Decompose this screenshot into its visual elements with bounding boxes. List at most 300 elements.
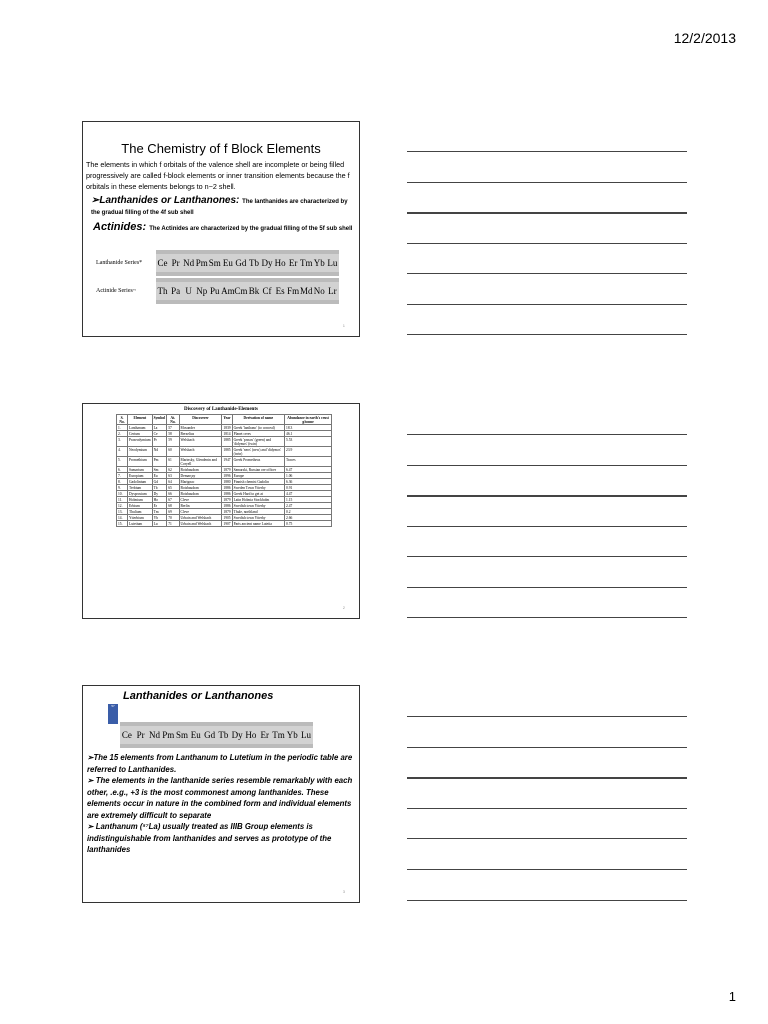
table-cell: 62	[167, 467, 179, 473]
note-line	[407, 900, 687, 901]
table-cell: Marinsky, Glendenin and Coryell	[179, 457, 222, 467]
lanthanides-bullet	[91, 195, 355, 217]
actinides-bullet	[93, 221, 355, 233]
table-cell: Ce	[152, 431, 167, 437]
atomic-mass-band	[208, 300, 221, 304]
atomic-number-band	[261, 278, 274, 282]
table-cell: Finnish chemist Gadolin	[232, 479, 284, 485]
element-symbol: Lu	[327, 257, 338, 268]
element-cell	[287, 278, 300, 304]
table-cell: 67	[167, 497, 179, 503]
note-line	[407, 465, 687, 466]
lanthanides-text: The lanthanides are characterized by the gradual filling of the 4f sub shell	[91, 199, 348, 216]
slide-1-intro: The elements in which f orbitals of the valence shell are incomplete or being filled progressively are called f-block elements or inner transition elements because the f orbitals in these elements belongs to n−2 shell.	[86, 160, 350, 191]
table-cell: 1907	[223, 521, 231, 526]
element-cell	[221, 278, 234, 304]
atomic-number-band	[247, 250, 260, 254]
atomic-mass-band	[274, 272, 287, 276]
atomic-mass-band	[221, 272, 234, 276]
element-cell	[261, 250, 274, 276]
atomic-mass-band	[182, 300, 195, 304]
atomic-mass-band	[156, 272, 169, 276]
element-symbol: Tb	[218, 729, 229, 740]
discovery-table	[116, 414, 332, 527]
table-cell: 3.	[117, 437, 128, 447]
atomic-number-band	[156, 278, 169, 282]
note-line	[407, 526, 687, 527]
table-cell: Ytterbium	[128, 515, 153, 521]
atomic-number-band	[234, 278, 247, 282]
table-header-cell: Discoverer	[179, 415, 222, 425]
element-symbol: Yb	[286, 729, 298, 740]
table-cell: Erbium	[128, 503, 153, 509]
table-cell: 1885	[222, 437, 232, 447]
table-header-cell: Symbol	[152, 415, 167, 425]
atomic-mass-band	[244, 744, 258, 748]
note-line	[407, 182, 687, 183]
atomic-number-band	[175, 722, 189, 726]
note-line	[407, 304, 687, 305]
table-cell: Holmium	[128, 497, 153, 503]
atomic-mass-band	[208, 272, 221, 276]
actinide-series-label: Actinide Series~	[96, 288, 137, 294]
element-symbol: Pa	[171, 285, 181, 296]
table-cell: Swedish town Ytterby	[232, 503, 284, 509]
atomic-mass-band	[195, 272, 208, 276]
lanthanide-strip-slide-3	[120, 722, 313, 748]
table-cell: 15.	[117, 521, 128, 527]
element-symbol: Tb	[248, 257, 259, 268]
table-cell: 1947	[222, 457, 232, 467]
lanthanide-series-label: Lanthanide Series*	[96, 260, 143, 266]
note-line	[407, 273, 687, 274]
table-cell: Gd	[152, 479, 167, 485]
atomic-number-band	[182, 278, 195, 282]
table-cell: Berzelius	[179, 431, 222, 437]
table-cell: 1.	[117, 425, 128, 431]
element-symbol: Pr	[171, 257, 180, 268]
table-cell: 1879	[223, 497, 231, 502]
atomic-number-band	[313, 278, 326, 282]
element-symbol: Lu	[301, 729, 312, 740]
element-symbol: Er	[288, 257, 298, 268]
table-cell: Neodymium	[128, 447, 153, 457]
element-symbol: Pu	[210, 285, 220, 296]
table-cell: Samarski, Russian ore officer	[232, 467, 284, 473]
table-cell: Cleve	[179, 497, 222, 503]
atomic-number-band	[299, 722, 313, 726]
atomic-mass-band	[272, 744, 286, 748]
element-cell	[326, 278, 339, 304]
table-cell: 61	[167, 457, 179, 467]
table-cell: Europe	[232, 473, 284, 479]
element-cell	[203, 722, 217, 748]
atomic-mass-band	[156, 300, 169, 304]
atomic-mass-band	[175, 744, 189, 748]
element-cell	[161, 722, 175, 748]
lanthanide-strip	[156, 250, 339, 276]
table-cell: Praseodymium	[128, 437, 153, 447]
slide-3-body	[87, 752, 353, 856]
slide-3-number: 3	[342, 889, 345, 894]
atomic-mass-band	[189, 744, 203, 748]
slide-2	[82, 403, 360, 619]
table-cell: Ho	[152, 497, 167, 503]
element-symbol: No	[313, 285, 325, 296]
atomic-number-band	[274, 250, 287, 254]
atomic-number-band	[313, 250, 326, 254]
note-line	[407, 869, 687, 870]
atomic-number-band	[326, 278, 339, 282]
table-cell: Thulium	[128, 509, 153, 515]
table-cell: 4.	[117, 447, 128, 457]
table-cell: Boisbaudran	[179, 491, 222, 497]
element-cell	[216, 722, 230, 748]
atomic-number-band	[234, 250, 247, 254]
element-cell	[195, 250, 208, 276]
element-cell	[120, 722, 134, 748]
atomic-number-band	[120, 722, 134, 726]
table-cell: 7.	[117, 473, 128, 479]
element-cell	[313, 250, 326, 276]
element-symbol: Pr	[136, 729, 145, 740]
actinides-text: The Actinides are characterized by the gradual filling of the 5f sub shell	[149, 226, 353, 232]
lanthanum-box-number: 57	[111, 704, 115, 708]
slide-1-number: 1	[342, 323, 345, 328]
table-cell: Cerium	[128, 431, 153, 437]
table-cell: Samarium	[128, 467, 153, 473]
element-cell	[299, 722, 313, 748]
table-cell: 0.91	[285, 485, 332, 491]
note-line	[407, 617, 687, 618]
element-cell	[326, 250, 339, 276]
slide-3-title: Lanthanides or Lanthanones	[123, 690, 274, 702]
atomic-number-band	[230, 722, 244, 726]
element-symbol: Gd	[235, 257, 247, 268]
element-cell	[175, 722, 189, 748]
table-header-cell: At. No.	[167, 415, 179, 425]
table-cell: Cleve	[179, 509, 222, 515]
atomic-mass-band	[287, 300, 300, 304]
table-cell: 0.75	[285, 521, 332, 527]
element-symbol: Pm	[195, 257, 208, 268]
atomic-number-band	[208, 278, 221, 282]
table-cell: 12.	[117, 503, 128, 509]
table-cell: Thule, northland	[232, 509, 284, 515]
table-cell: Lu	[152, 521, 167, 527]
table-cell: 9.	[117, 485, 128, 491]
note-line	[407, 838, 687, 839]
table-cell: Eu	[152, 473, 167, 479]
atomic-number-band	[203, 722, 217, 726]
table-cell: Er	[152, 503, 167, 509]
element-cell	[156, 250, 169, 276]
atomic-mass-band	[285, 744, 299, 748]
element-symbol: Bk	[248, 285, 260, 296]
table-cell: Planet ceres	[232, 431, 284, 437]
atomic-mass-band	[169, 300, 182, 304]
slide-3-paragraph: ➢ Lanthanum (⁵⁷La) usually treated as IIIB Group elements is indistinguishable from lanthanides and serves as prototype of the lanthanides	[87, 822, 332, 854]
page-date: 12/2/2013	[673, 30, 736, 46]
slide-3-paragraph: ➢The 15 elements from Lanthanum to Lutetium in the periodic table are referred to Lanthanides.	[87, 753, 353, 774]
table-cell: 69	[167, 509, 179, 515]
element-symbol: Nd	[183, 257, 195, 268]
atomic-number-band	[326, 250, 339, 254]
table-cell: 58	[167, 431, 179, 437]
table-cell: Greek 'prasos' (green) and 'didymos' (twin)	[232, 437, 284, 447]
element-cell	[247, 278, 260, 304]
element-symbol: Ce	[121, 729, 132, 740]
note-line	[407, 747, 687, 748]
table-cell: 71	[167, 521, 179, 527]
element-cell	[148, 722, 162, 748]
table-cell: 66	[167, 491, 179, 497]
table-header-cell: S. No.	[117, 415, 128, 425]
element-cell	[189, 722, 203, 748]
atomic-number-band	[182, 250, 195, 254]
atomic-mass-band	[299, 744, 313, 748]
table-cell: Lanthanum	[128, 425, 153, 431]
table-header-cell: Abundance in earth's crust g/tonne	[285, 415, 332, 425]
atomic-number-band	[300, 278, 313, 282]
element-cell	[274, 278, 287, 304]
table-cell: 14.	[117, 515, 128, 521]
table-cell: 1814	[223, 431, 231, 436]
note-line	[407, 212, 687, 214]
atomic-number-band	[169, 278, 182, 282]
element-cell	[195, 278, 208, 304]
atomic-mass-band	[234, 300, 247, 304]
table-cell: 57	[167, 425, 179, 431]
atomic-mass-band	[326, 300, 339, 304]
table-cell: Tb	[152, 485, 167, 491]
table-cell: 70	[167, 515, 179, 521]
element-symbol: Sm	[176, 729, 189, 740]
element-cell	[287, 250, 300, 276]
atomic-number-band	[134, 722, 148, 726]
atomic-number-band	[221, 278, 234, 282]
element-symbol: Pm	[162, 729, 175, 740]
note-line	[407, 151, 687, 152]
table-cell: 2.47	[285, 503, 332, 509]
table-cell: 1839	[223, 425, 231, 430]
table-row	[117, 437, 332, 447]
element-symbol: Tm	[299, 257, 313, 268]
slide-3-paragraph: ➢ The elements in the lanthanide series resemble remarkably with each other, .e.g., +3 is the most commonest among lanthanides. These elements occur in nature in the combined form and individual elements are extremely difficult to separate	[87, 776, 353, 820]
element-cell	[313, 278, 326, 304]
element-cell	[230, 722, 244, 748]
table-row	[117, 457, 332, 467]
table-cell: 5.	[117, 457, 128, 467]
atomic-number-band	[272, 722, 286, 726]
atomic-mass-band	[287, 272, 300, 276]
atomic-mass-band	[326, 272, 339, 276]
table-cell: 1896	[223, 473, 231, 478]
atomic-number-band	[287, 250, 300, 254]
slide-2-title: Discovery of Lanthanide-Elements	[184, 407, 258, 412]
element-cell	[221, 250, 234, 276]
table-cell: Welsbach	[179, 437, 222, 447]
table-cell: Yb	[152, 515, 167, 521]
element-cell	[169, 250, 182, 276]
element-cell	[300, 278, 313, 304]
actinides-heading: Actinides:	[93, 221, 147, 233]
atomic-number-band	[261, 250, 274, 254]
atomic-mass-band	[247, 272, 260, 276]
element-symbol: Tm	[272, 729, 285, 740]
atomic-number-band	[195, 278, 208, 282]
page-number: 1	[728, 989, 736, 1004]
table-cell: Lutetium	[128, 521, 153, 527]
table-cell: 63	[167, 473, 179, 479]
table-cell: Mosander	[179, 425, 222, 431]
table-row	[117, 521, 332, 527]
table-cell: 2.	[117, 431, 128, 437]
atomic-number-band	[216, 722, 230, 726]
atomic-mass-band	[161, 744, 175, 748]
element-cell	[272, 722, 286, 748]
table-cell: Greek 'neos' (new) and 'didymos' (twin)	[232, 447, 284, 457]
element-cell	[182, 278, 195, 304]
atomic-mass-band	[274, 300, 287, 304]
atomic-mass-band	[313, 272, 326, 276]
atomic-mass-band	[300, 300, 313, 304]
element-symbol: Gd	[204, 729, 216, 740]
table-cell: Pm	[152, 457, 167, 467]
note-line	[407, 716, 687, 717]
table-cell: Traces	[285, 457, 332, 467]
table-cell: Nd	[152, 447, 167, 457]
atomic-number-band	[247, 278, 260, 282]
element-cell	[258, 722, 272, 748]
element-symbol: U	[185, 285, 192, 296]
element-cell	[208, 278, 221, 304]
note-line	[407, 808, 687, 809]
element-cell	[300, 250, 313, 276]
element-cell	[244, 722, 258, 748]
table-cell: Gadolinium	[128, 479, 153, 485]
element-symbol: Sm	[208, 257, 221, 268]
table-cell: Tm	[152, 509, 167, 515]
lanthanides-heading: ➢Lanthanides or Lanthanones:	[91, 195, 240, 206]
atomic-mass-band	[216, 744, 230, 748]
element-symbol: Np	[196, 285, 208, 296]
table-cell: Boisbaudran	[179, 467, 222, 473]
note-line	[407, 434, 687, 435]
table-cell: Boisbaudran	[179, 485, 222, 491]
atomic-mass-band	[169, 272, 182, 276]
table-cell: Welsbach	[179, 447, 222, 457]
element-cell	[134, 722, 148, 748]
lanthanum-box	[108, 704, 118, 724]
element-symbol: Er	[260, 729, 269, 740]
table-cell: Urbain and Welsbach	[179, 521, 222, 527]
table-cell: Promethium	[128, 457, 153, 467]
table-cell: 65	[167, 485, 179, 491]
table-cell: Dysprosium	[128, 491, 153, 497]
table-cell: 46.1	[285, 431, 332, 437]
table-cell: Paris ancient name Lutetia	[232, 521, 284, 527]
table-cell: 13.	[117, 509, 128, 515]
atomic-number-band	[258, 722, 272, 726]
table-cell: Greek Hard to get at	[232, 491, 284, 497]
element-cell	[156, 278, 169, 304]
element-symbol: Yb	[313, 257, 325, 268]
atomic-mass-band	[300, 272, 313, 276]
atomic-number-band	[148, 722, 162, 726]
table-cell: 59	[167, 437, 179, 447]
slide-1-title: The Chemistry of f Block Elements	[121, 141, 321, 156]
table-cell: 5.53	[285, 437, 332, 447]
table-cell: 1.15	[285, 497, 332, 503]
atomic-number-band	[156, 250, 169, 254]
table-cell: Europium	[128, 473, 153, 479]
table-cell: 8.	[117, 479, 128, 485]
atomic-number-band	[244, 722, 258, 726]
element-cell	[274, 250, 287, 276]
table-header-cell: Element	[128, 415, 153, 425]
table-cell: 6.	[117, 467, 128, 473]
table-cell: 23.9	[285, 447, 332, 457]
atomic-mass-band	[120, 744, 134, 748]
element-cell	[261, 278, 274, 304]
table-cell: 68	[167, 503, 179, 509]
element-cell	[234, 278, 247, 304]
note-line	[407, 587, 687, 588]
element-symbol: Ho	[274, 257, 286, 268]
element-cell	[234, 250, 247, 276]
element-symbol: Nd	[148, 729, 160, 740]
table-cell: Terbium	[128, 485, 153, 491]
table-cell: Greek Prometheus	[232, 457, 284, 467]
atomic-mass-band	[221, 300, 234, 304]
atomic-mass-band	[313, 300, 326, 304]
table-header-row	[117, 415, 332, 425]
atomic-mass-band	[234, 272, 247, 276]
note-line	[407, 777, 687, 779]
atomic-mass-band	[203, 744, 217, 748]
table-cell: 1879	[223, 467, 231, 472]
table-cell: 60	[167, 447, 179, 457]
element-symbol: Am	[221, 285, 235, 296]
atomic-mass-band	[258, 744, 272, 748]
atomic-number-band	[287, 278, 300, 282]
atomic-mass-band	[261, 300, 274, 304]
element-symbol: Cf	[262, 285, 272, 296]
atomic-mass-band	[182, 272, 195, 276]
table-cell: Marignac	[179, 479, 222, 485]
table-cell: Demarçay	[179, 473, 222, 479]
atomic-mass-band	[261, 272, 274, 276]
table-cell: 18.3	[285, 425, 332, 431]
element-cell	[208, 250, 221, 276]
element-symbol: Fm	[287, 285, 300, 296]
table-cell: 10.	[117, 491, 128, 497]
slide-3	[82, 685, 360, 903]
table-cell: Dy	[152, 491, 167, 497]
table-cell: 1.06	[285, 473, 332, 479]
element-symbol: Th	[157, 285, 168, 296]
table-cell: 1879	[223, 509, 231, 514]
atomic-number-band	[285, 722, 299, 726]
table-cell: 11.	[117, 497, 128, 503]
table-cell: 1886	[223, 503, 231, 508]
element-symbol: Eu	[222, 257, 233, 268]
element-symbol: Dy	[261, 257, 273, 268]
element-cell	[247, 250, 260, 276]
table-cell: Swedish town Ytterby	[232, 515, 284, 521]
atomic-mass-band	[247, 300, 260, 304]
